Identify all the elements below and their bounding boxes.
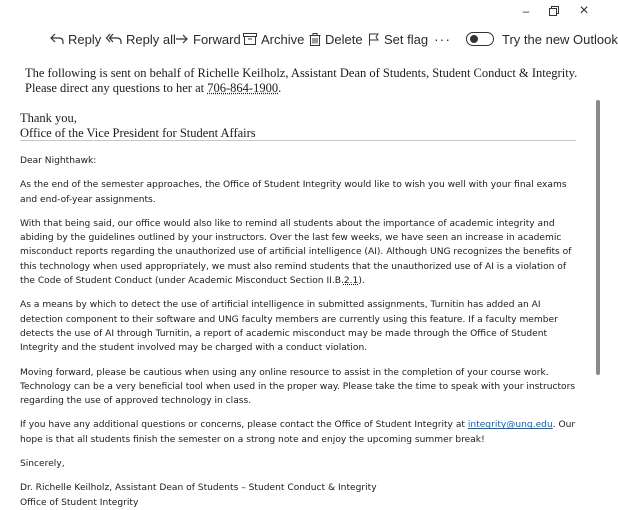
minimize-button[interactable] [512,0,540,22]
close-icon: × [579,2,589,19]
paragraph-5-text: If you have any additional questions or concerns, please contact the Office of Student Integrity at [20,420,468,431]
title-bar [0,0,600,22]
archive-button[interactable] [243,26,304,52]
trash-icon [309,33,321,46]
greeting: Dear Nighthawk: [20,156,97,166]
forward-button[interactable] [175,26,241,52]
toggle-switch[interactable] [466,32,494,46]
close-button[interactable] [570,0,598,22]
paragraph-2-text: With that being said, our office would also like to remind all students about the importance of academic integrity and abiding by the guidelines outlined by your instructors. Over the last few weeks, we have seen an increase in academic misconduct reports regarding the unauthorized use of artificial intelligence (AI). Although UNG recognizes the benefits of this technology when used appropriately, we must also remind students that the unauthorized use of AI is a violation of the Code of Student Conduct (under Academic Misconduct Section II.B. [20,218,572,287]
forward-arrow-icon [175,33,189,45]
intro-paragraph [20,66,580,96]
reply-all-icon [106,33,122,45]
reply-button[interactable] [50,26,101,52]
reply-label: Reply [68,31,102,47]
delete-label: Delete [325,31,363,47]
paragraph-5-end: . Our hope is that all students finish the semester on a strong note and enjoy the upcoming summer break! [20,420,576,445]
paragraph-4: Moving forward, please be cautious when using any online resource to assist in the completion of your course work. Technology can be a very beneficial tool when used in the proper way. Please take the time to speak with your instructors regarding the use of approved technology in class. [20,367,576,407]
paragraph-2 [20,217,580,288]
reply-all-label: Reply all [126,31,176,47]
intro-end: . [278,81,282,95]
ellipsis-icon: ··· [434,31,451,47]
paragraph-1: As the end of the semester approaches, the Office of Student Integrity would like to wish you well with your final exams and end-of-year assignments. [20,180,567,205]
archive-label: Archive [261,31,305,47]
email-link[interactable]: integrity@ung.edu [467,420,553,431]
signature-name: Dr. Richelle Keilholz, Assistant Dean of Students – Student Conduct & Integrity [20,483,377,494]
more-actions-button[interactable] [434,26,451,52]
toggle-knob [470,35,478,43]
minimize-icon: – [522,4,530,18]
divider [20,140,576,141]
reply-all-button[interactable] [106,26,176,52]
try-new-outlook-toggle[interactable] [466,26,618,52]
flag-icon [368,33,380,46]
scrollbar-thumb[interactable] [596,100,600,375]
closing: Sincerely, [20,459,65,470]
signature-office: Office of Student Integrity [20,497,139,508]
section-number: 2.1 [343,276,359,287]
forward-note [20,66,580,141]
paragraph-2-end: ). [358,276,365,287]
forward-label: Forward [193,31,241,47]
intro-text: The following is sent on behalf of Richelle Keilholz, Assistant Dean of Students, Student Conduct & Integrity. Please direct any questions to her at [25,66,578,95]
delete-button[interactable] [309,26,363,52]
try-new-outlook-label: Try the new Outlook [502,31,618,47]
archive-icon [243,33,257,45]
reply-icon [50,33,64,45]
restore-button[interactable] [540,0,568,22]
office-line: Office of the Vice President for Student Affairs [20,126,256,140]
restore-icon [549,6,559,16]
paragraph-5 [20,418,580,447]
paragraph-3: As a means by which to detect the use of artificial intelligence in submitted assignments, Turnitin has added an AI detection component to their software and UNG faculty members are currently using this feature. If a faculty member detects the use of AI through Turnitin, a report of academic misconduct may be made through the Office of Student Integrity and the student involved may be charged with a conduct violation. [20,300,558,354]
message-body [20,154,580,510]
message-toolbar [0,26,618,52]
set-flag-button[interactable] [368,26,428,52]
thanks-line: Thank you, [20,111,77,125]
set-flag-label: Set flag [384,31,429,47]
phone-number[interactable]: 706-864-1900 [207,81,279,95]
